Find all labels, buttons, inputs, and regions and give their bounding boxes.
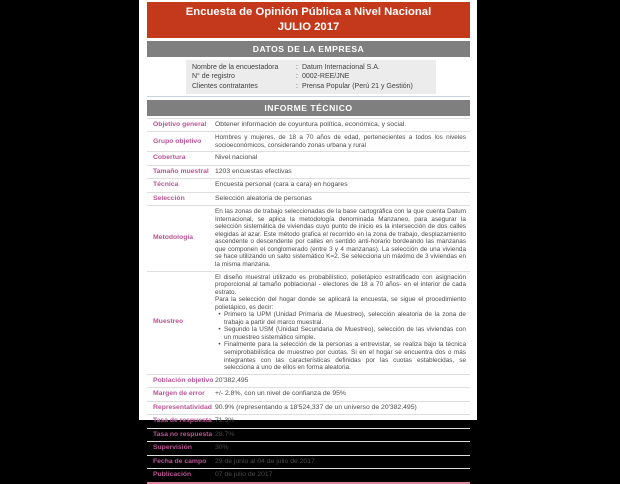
row-value: En las zonas de trabajo seleccionadas de la base cartográfica con la que cuenta Datum Internacional, se aplica la metodología denominada Manzaneo, para asegurar la selección sistemática de viviendas cuyo punto de inicio es la intersección de dos calles elegidas al azar. Este método grafica el recorrido en la zona de trabajo, desplazamiento ascendente o descendente por calles en sentido anti-horario bordeando las manzanas que componen el conglomerado (entre 3 y 4 manzanas). La selección de una vivienda se hace utilizando un salto sistemático K=2. Se selecciona un máximo de 3 viviendas en la misma manzana. (215, 208, 466, 268)
bullet-item (215, 326, 466, 341)
row-label: Margen de error (153, 390, 205, 398)
row-value: 20'382,495 (215, 376, 249, 384)
table-row (147, 375, 470, 388)
row-label: Tamaño muestral (153, 167, 209, 175)
row-colon: : (296, 73, 298, 81)
row-label: Selección (153, 194, 185, 202)
bullet-icon: • (218, 326, 221, 334)
row-label: Representatividad (153, 403, 212, 411)
table-row (147, 442, 470, 455)
table-row (147, 388, 470, 401)
table-row (147, 132, 470, 152)
bullet-text: Segundo la USM (Unidad Secundaria de Muestreo), selección de las viviendas con un muestreo sistemático simple. (224, 326, 466, 341)
row-value: Hombres y mujeres, de 18 a 70 años de edad, pertenecientes a todos los niveles socioeconómicos, considerando zonas urbana y rural (215, 134, 466, 149)
row-label: Fecha de campo (153, 457, 207, 465)
row-value: 28.7% (215, 430, 235, 438)
row-label: Tasa no respuesta (153, 430, 213, 438)
row-value: 90.9% (representando a 18'524,337 de un universo de 20'382,495) (215, 403, 417, 411)
section-header-company: DATOS DE LA EMPRESA (147, 41, 470, 57)
row-label: Nombre de la encuestadora (192, 64, 279, 72)
row-value: 30% (215, 444, 229, 452)
table-row (147, 272, 470, 375)
bullet-text: Finalmente para la selección de la personas a entrevistar, se realiza bajo la técnica semiprobabilística de muestreo por cuotas. Si en el hogar se encuentra dos o más integrantes con las características definidas por las cuotas establecidas, se selecciona a uno de ellos en forma aleatoria. (224, 341, 466, 372)
technical-report-table (147, 118, 470, 484)
row-value: Nivel nacional (215, 154, 258, 162)
row-label: Cobertura (153, 154, 186, 162)
table-row (147, 119, 470, 132)
table-row (147, 456, 470, 469)
company-info-row (192, 72, 436, 81)
row-value: 71.3% (215, 417, 235, 425)
divider-rule (147, 96, 470, 97)
row-label: Población objetivo (153, 376, 214, 384)
section-header-technical: INFORME TÉCNICO (147, 100, 470, 116)
report-title-banner (147, 2, 470, 38)
row-colon: : (296, 82, 298, 90)
row-label: Supervisión (153, 444, 192, 452)
paragraph: El diseño muestral utilizado es probabilístico, polietápico estratificado con asignación proporcional al tamaño poblacional - electores de 18 a 70 años- en el interior de cada estrato. (215, 273, 466, 296)
row-label: Grupo objetivo (153, 137, 202, 145)
bullet-icon: • (218, 341, 221, 349)
paragraph: Para la selección del hogar donde se aplicará la encuesta, se sigue el procedimiento polietápico, es decir: (215, 296, 466, 311)
bullet-item (215, 341, 466, 371)
row-value: +/- 2.8%, con un nivel de confianza de 95% (215, 390, 346, 398)
row-label: Técnica (153, 181, 179, 189)
table-row (147, 402, 470, 415)
bullet-item (215, 311, 466, 326)
report-subtitle: JULIO 2017 (277, 20, 340, 33)
row-label: Metodología (153, 234, 194, 242)
row-label: N° de registro (192, 73, 235, 81)
table-row (147, 429, 470, 442)
row-value: Prensa Popular (Perú 21 y Gestión) (302, 82, 413, 90)
table-row (147, 469, 470, 483)
row-value: Encuesta personal (cara a cara) en hogares (215, 181, 348, 189)
row-value: Datum Internacional S.A. (302, 64, 380, 72)
bullet-text: Primero la UPM (Unidad Primaria de Muestreo), selección aleatoria de la zona de trabajo a partir del marco muestral. (224, 311, 466, 326)
row-label: Clientes contratantes (192, 82, 258, 90)
row-label: Muestreo (153, 318, 184, 326)
row-value: 0002-REE/JNE (302, 73, 350, 81)
document-page (139, 0, 477, 479)
table-row (147, 179, 470, 192)
bullet-icon: • (218, 311, 221, 319)
company-info-row (192, 82, 436, 91)
table-row (147, 415, 470, 428)
row-colon: : (296, 64, 298, 72)
row-value: Selección aleatoria de personas (215, 194, 312, 202)
table-row (147, 193, 470, 206)
table-row (147, 166, 470, 179)
row-label: Publicación (153, 471, 192, 479)
row-label: Tasa de respuesta (153, 417, 212, 425)
company-info-box (186, 60, 436, 93)
row-label: Objetivo general (153, 120, 207, 128)
row-value (215, 274, 470, 372)
company-info-row (192, 63, 436, 72)
row-value: 29 de junio al 04 de julio de 2017 (215, 457, 315, 465)
row-value: Obtener información de coyuntura política, económica, y social. (215, 120, 407, 128)
row-value: 1203 encuestas efectivas (215, 167, 292, 175)
table-row (147, 152, 470, 165)
table-row (147, 206, 470, 271)
report-title: Encuesta de Opinión Pública a Nivel Nacional (185, 6, 432, 18)
row-value: 07 de julio de 2017 (215, 471, 273, 479)
